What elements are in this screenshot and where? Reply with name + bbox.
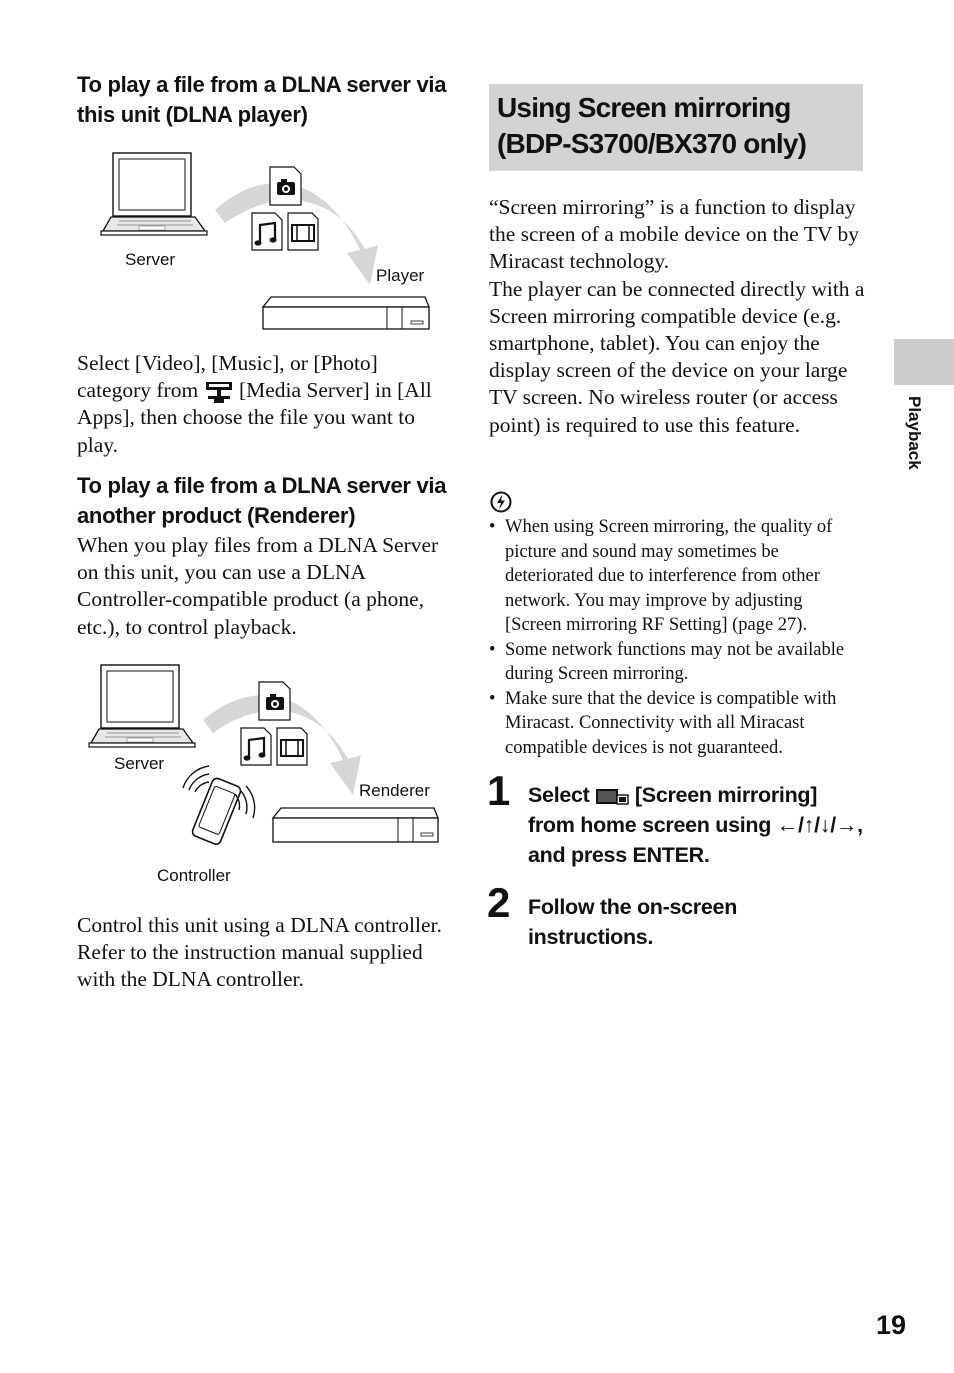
list-item: • When using Screen mirroring, the quality of picture and sound may sometimes be deteriorated due to interference from other network. You may improve by adjusting [Screen mirroring RF Setting] (page 27). — [489, 515, 863, 638]
photo-file-icon — [259, 682, 290, 720]
side-tab-label: Playback — [905, 396, 924, 470]
laptop-icon — [89, 665, 195, 747]
music-file-icon — [241, 728, 271, 765]
player-label: Player — [376, 266, 425, 285]
media-server-icon — [204, 380, 234, 404]
step-number-2: 2 — [487, 879, 511, 926]
dlna-player-instructions: Select [Video], [Music], or [Photo] category from [Media Server] in [All Apps], then choose the file you want to play. — [77, 351, 432, 457]
heading-dlna-player: To play a file from a DLNA server via this unit (DLNA player) — [77, 72, 447, 127]
server-label: Server — [114, 754, 165, 773]
list-item: • Make sure that the device is compatible with Miracast. Connectivity with all Miracast compatible devices is not guaranteed. — [489, 687, 863, 761]
photo-file-icon — [270, 167, 301, 205]
dlna-player-diagram — [95, 145, 440, 335]
laptop-icon — [101, 153, 207, 235]
step-1-text: Select [Screen mirroring] from home screen using ←/↑/↓/→, and press ENTER. — [528, 783, 863, 867]
renderer-description: When you play files from a DLNA Server on this unit, you can use a DLNA Controller-compatible product (a phone, etc.), to control playback. — [77, 533, 439, 639]
list-item: • Some network functions may not be available during Screen mirroring. — [489, 638, 863, 687]
screen-mirroring-icon — [595, 785, 629, 807]
music-file-icon — [252, 213, 282, 250]
heading-dlna-renderer: To play a file from a DLNA server via another product (Renderer) — [77, 473, 447, 528]
screen-mirroring-intro: “Screen mirroring” is a function to display the screen of a mobile device on the TV by Miracast technology. The player can be connected directly with a Screen mirroring compatible device (e.g. smartphone, tablet). You can enjoy the display screen of the device on your large TV screen. No wireless router (or access point) is required to use this feature. — [489, 195, 865, 437]
page-number: 19 — [876, 1310, 907, 1340]
hint-icon — [489, 490, 513, 514]
server-label: Server — [125, 250, 176, 269]
tips-list-container — [489, 515, 863, 760]
video-file-icon — [288, 213, 318, 250]
side-tab-marker — [894, 339, 954, 385]
step-number-1: 1 — [487, 767, 511, 814]
direction-arrows: ←/↑/↓/→ — [776, 813, 858, 837]
tips-list — [489, 515, 863, 760]
video-file-icon — [277, 728, 307, 765]
controller-description: Control this unit using a DLNA controller. Refer to the instruction manual supplied with the DLNA controller. — [77, 913, 442, 992]
step-2-text: Follow the on-screen instructions. — [528, 895, 738, 949]
section-title: Using Screen mirroring (BDP-S3700/BX370 only) — [497, 92, 807, 159]
controller-label: Controller — [157, 866, 231, 885]
bluray-player-icon — [263, 297, 429, 329]
renderer-label: Renderer — [359, 781, 430, 800]
bluray-player-icon — [273, 808, 438, 842]
